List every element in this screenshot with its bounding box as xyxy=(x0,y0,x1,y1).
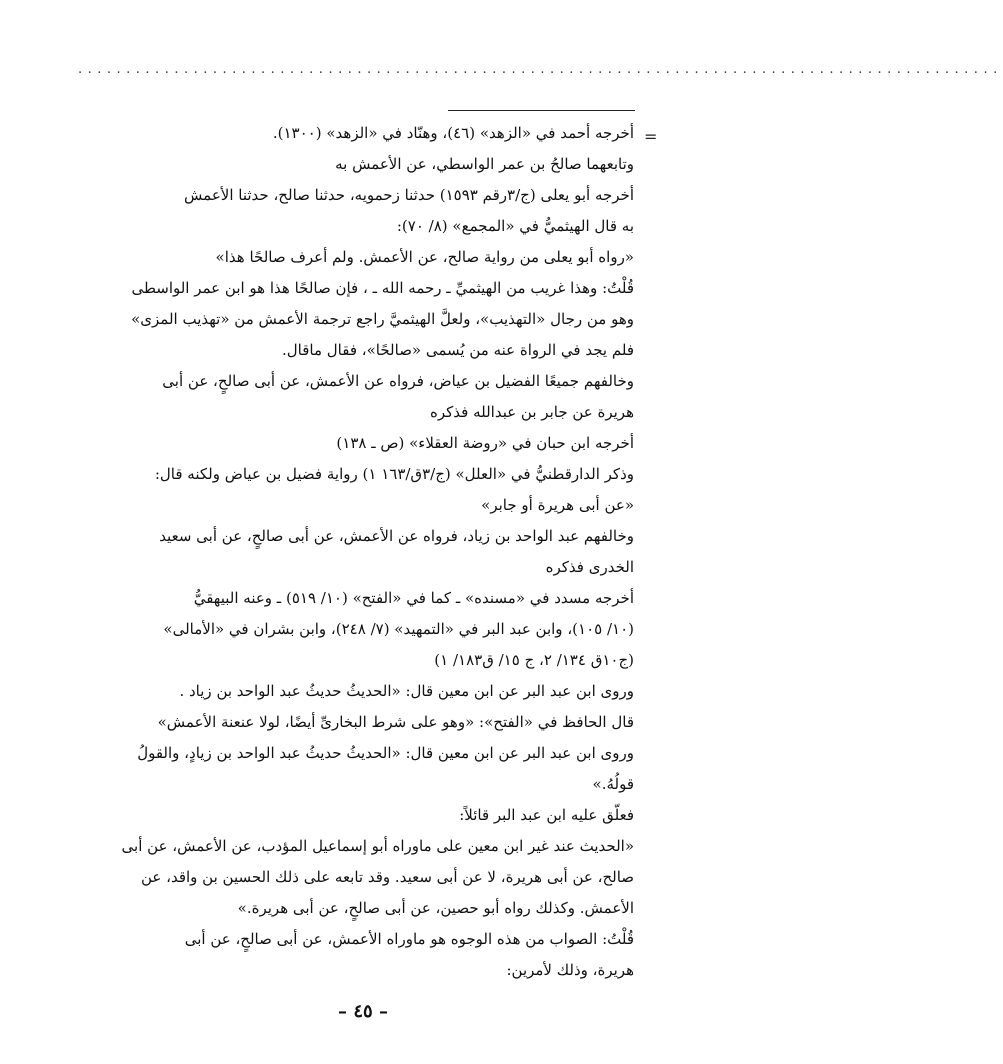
text-line: وخالفهم جميعًا الفضيل بن عياض، فرواه عن الأعمش، عن أبى صالحٍ، عن أبى xyxy=(162,372,634,390)
text-line: فعلّق عليه ابن عبد البر قائلاً: xyxy=(459,806,634,824)
text-line: الأعمش. وكذلك رواه أبو حصين، عن أبى صالحٍ، عن أبى هريرة.» xyxy=(237,899,634,917)
text-line: أخرجه مسدد في «مسنده» ـ كما في «الفتح» (١٠/ ٥١٩) ـ وعنه البيهقيُّ xyxy=(193,589,634,607)
text-line: به قال الهيثميُّ في «المجمع» (٨/ ٧٠): xyxy=(396,217,634,235)
text-line: هريرة، وذلك لأمرين: xyxy=(506,961,634,979)
text-line: وروى ابن عبد البر عن ابن معين قال: «الحديثُ حديثُ عبد الواحد بن زيادٍ، والقولُ xyxy=(137,744,634,762)
header-dotted-line: ................................................................................................ xyxy=(78,62,1003,77)
text-line: (ج١٠ق ١٣٤/ ٢، ج ١٥/ ق١٨٣/ ١) xyxy=(434,651,634,669)
text-line: أخرجه أحمد في «الزهد» (٤٦)، وهنّاد في «الزهد» (١٣٠٠). xyxy=(272,124,634,142)
text-line: «رواه أبو يعلى من رواية صالح، عن الأعمش. ولم أعرف صالحًا هذا» xyxy=(215,248,634,266)
text-line: صالح، عن أبى هريرة، لا عن أبى سعيد. وقد تابعه على ذلك الحسين بن واقد، عن xyxy=(140,868,634,886)
text-line: هريرة عن جابر بن عبدالله فذكره xyxy=(429,403,634,421)
text-line: «الحديث عند غير ابن معين على ماوراه أبو إسماعيل المؤدب، عن الأعمش، عن أبى xyxy=(121,837,634,855)
footnote-body xyxy=(60,125,634,993)
text-line: وروى ابن عبد البر عن ابن معين قال: «الحديثُ حديثُ عبد الواحد بن زياد . xyxy=(179,682,634,700)
text-line: وخالفهم عبد الواحد بن زياد، فرواه عن الأعمش، عن أبى صالحٍ، عن أبى سعيد xyxy=(159,527,634,545)
text-line: أخرجه أبو يعلى (ج/٣رقم ١٥٩٣) حدثنا زحمويه، حدثنا صالح، حدثنا الأعمش xyxy=(184,186,634,204)
text-line: وذكر الدارقطنيُّ في «العلل» (ج/٣ق/١٦٣ ١) رواية فضيل بن عياض ولكنه قال: xyxy=(154,465,634,483)
continuation-marker: = xyxy=(644,127,658,146)
text-line: (١٠/ ١٠٥)، وابن عبد البر في «التمهيد» (٧/ ٢٤٨)، وابن بشران في «الأمالى» xyxy=(163,620,634,638)
text-line: وهو من رجال «التهذيب»، ولعلَّ الهيثميَّ راجع ترجمة الأعمش من «تهذيب المزى» xyxy=(131,310,634,328)
text-line: قُلْتُ: وهذا غريب من الهيثميِّ ـ رحمه الله ـ ، فإن صالحًا هذا هو ابن عمر الواسطى xyxy=(131,279,634,297)
text-line: قولُهُ.» xyxy=(592,775,634,793)
text-line: وتابعهما صالحُ بن عمر الواسطي، عن الأعمش به xyxy=(335,155,634,173)
text-line: «عن أبى هريرة أو جابر» xyxy=(481,496,634,514)
text-line: قال الحافظ في «الفتح»: «وهو على شرط البخارىِّ أيضًا، لولا عنعنة الأعمش» xyxy=(157,713,634,731)
text-line: الخدرى فذكره xyxy=(545,558,634,576)
text-line: قُلْتُ: الصواب من هذه الوجوه هو ماوراه الأعمش، عن أبى صالحٍ، عن أبى xyxy=(184,930,634,948)
text-line: أخرجه ابن حبان في «روضة العقلاء» (ص ـ ١٣٨) xyxy=(336,434,634,452)
text-line: فلم يجد في الرواة عنه من يُسمى «صالحًا»، فقال ماقال. xyxy=(282,341,634,359)
footnote-rule xyxy=(448,110,635,111)
page-number: – ٤٥ – xyxy=(338,1001,388,1022)
